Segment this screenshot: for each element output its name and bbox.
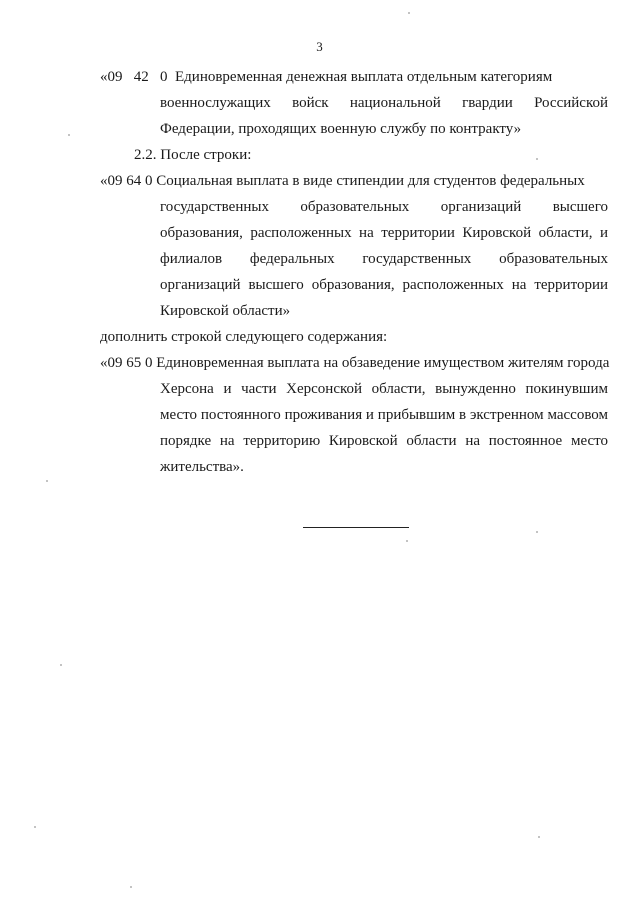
scan-speck [538, 836, 540, 838]
scan-speck [406, 540, 408, 542]
entry-text: государственных образовательных организаций высшего образования, расположенных на территории Кировской области, и филиалов федеральных государственных образовательных организаций высшего образования, расположенных на территории Кировской области» [160, 199, 608, 319]
scan-speck [46, 480, 48, 482]
entry-code-line: «09 64 0 Социальная выплата в виде стипендии для студентов федеральных [100, 173, 585, 189]
budget-line-entry-0942 [100, 64, 608, 142]
end-divider-line [303, 527, 409, 528]
scan-speck [536, 531, 538, 533]
document-body [100, 64, 608, 480]
scan-speck [34, 826, 36, 828]
scan-speck [60, 664, 62, 666]
entry-text: военнослужащих войск национальной гвардии Российской Федерации, проходящих военную службу по контракту» [160, 95, 608, 137]
entry-code-line: «09 42 0 Единовременная денежная выплата отдельным категориям [100, 69, 553, 85]
budget-line-entry-0965 [100, 350, 608, 480]
instruction-after-line: 2.2. После строки: [134, 147, 252, 163]
budget-line-entry-0964 [100, 168, 608, 324]
scan-speck [130, 886, 132, 888]
entry-code-line: «09 65 0 Единовременная выплата на обзаведение имуществом жителям города [100, 355, 610, 371]
scan-speck [68, 134, 70, 136]
entry-text: Херсона и части Херсонской области, вынужденно покинувшим место постоянного проживания и прибывшим в экстренном массовом порядке на территорию Кировской области на постоянное место жительства». [160, 381, 608, 475]
scan-speck [536, 158, 538, 160]
page-number: 3 [316, 39, 323, 54]
scan-speck [408, 12, 410, 14]
instruction-add-line: дополнить строкой следующего содержания: [100, 329, 388, 345]
